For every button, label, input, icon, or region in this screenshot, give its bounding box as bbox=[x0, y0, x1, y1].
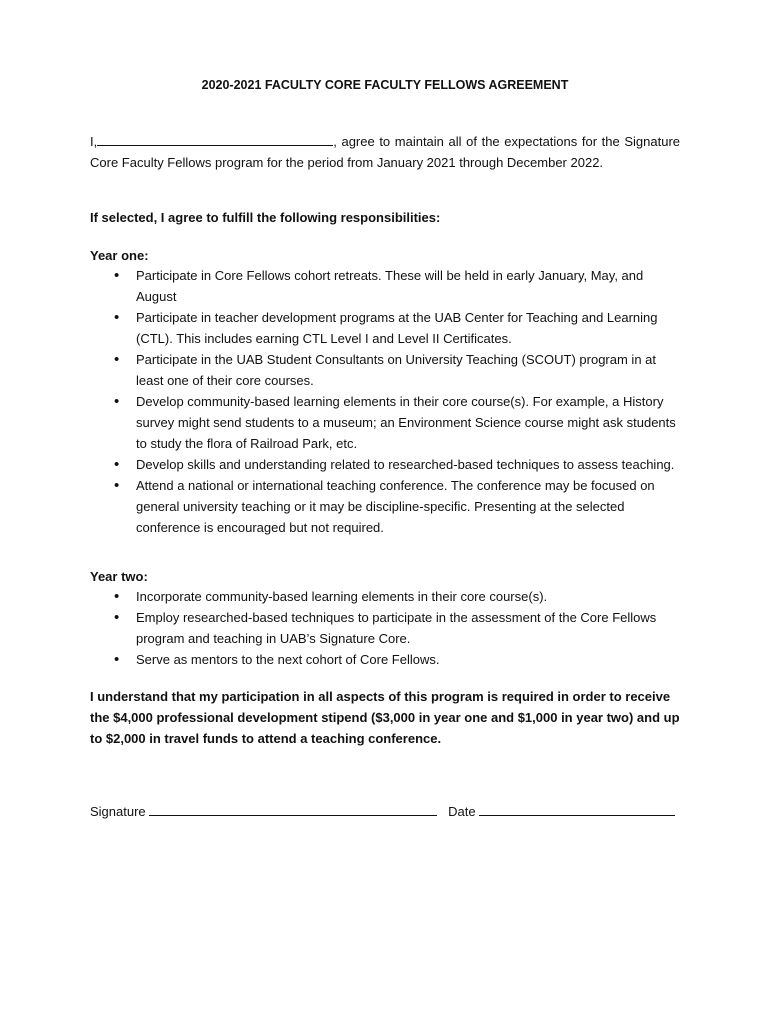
year-one-heading: Year one: bbox=[90, 248, 149, 263]
list-item: • Attend a national or international teaching conference. The conference may be focused on general university teaching or it may be discipline-specific. Presenting at the selected conference is encouraged but not required. bbox=[90, 475, 680, 538]
document-title: 2020-2021 FACULTY CORE FACULTY FELLOWS AGREEMENT bbox=[201, 78, 569, 92]
signature-field[interactable] bbox=[149, 801, 437, 816]
list-item: • Develop skills and understanding related to researched-based techniques to assess teaching. bbox=[90, 454, 680, 475]
list-item: • Participate in the UAB Student Consultants on University Teaching (SCOUT) program in at least one of their core courses. bbox=[90, 349, 680, 391]
name-blank-field[interactable] bbox=[97, 131, 333, 146]
intro-prefix: I, bbox=[90, 134, 98, 149]
signature-row bbox=[90, 801, 680, 822]
signature-label: Signature bbox=[90, 804, 146, 819]
year-two-heading: Year two: bbox=[90, 569, 148, 584]
list-item: • Participate in Core Fellows cohort retreats. These will be held in early January, May, and August bbox=[90, 265, 680, 307]
responsibilities-heading: If selected, I agree to fulfill the following responsibilities: bbox=[90, 210, 441, 225]
date-field[interactable] bbox=[479, 801, 675, 816]
date-label: Date bbox=[448, 804, 476, 819]
closing-statement: I understand that my participation in all aspects of this program is required in order to receive the $4,000 professional development stipend ($3,000 in year one and $1,000 in year two) and up to $2,000 in travel funds to attend a teaching conference. bbox=[90, 689, 680, 746]
list-item: • Participate in teacher development programs at the UAB Center for Teaching and Learning (CTL). This includes earning CTL Level I and Level II Certificates. bbox=[90, 307, 680, 349]
list-item: • Develop community-based learning elements in their core course(s). For example, a History survey might send students to a museum; an Environment Science course might ask students to study the flora of Railroad Park, etc. bbox=[90, 391, 680, 454]
list-item: • Serve as mentors to the next cohort of Core Fellows. bbox=[90, 649, 680, 670]
year-one-list bbox=[90, 265, 680, 538]
intro-text: , agree to maintain all of the expectations for the Signature Core Faculty Fellows program for the period from January 2021 through December 2022. bbox=[90, 134, 680, 170]
intro-paragraph bbox=[90, 131, 680, 173]
list-item: • Incorporate community-based learning elements in their core course(s). bbox=[90, 586, 680, 607]
list-item: • Employ researched-based techniques to participate in the assessment of the Core Fellows program and teaching in UAB’s Signature Core. bbox=[90, 607, 680, 649]
year-two-list bbox=[90, 586, 680, 670]
